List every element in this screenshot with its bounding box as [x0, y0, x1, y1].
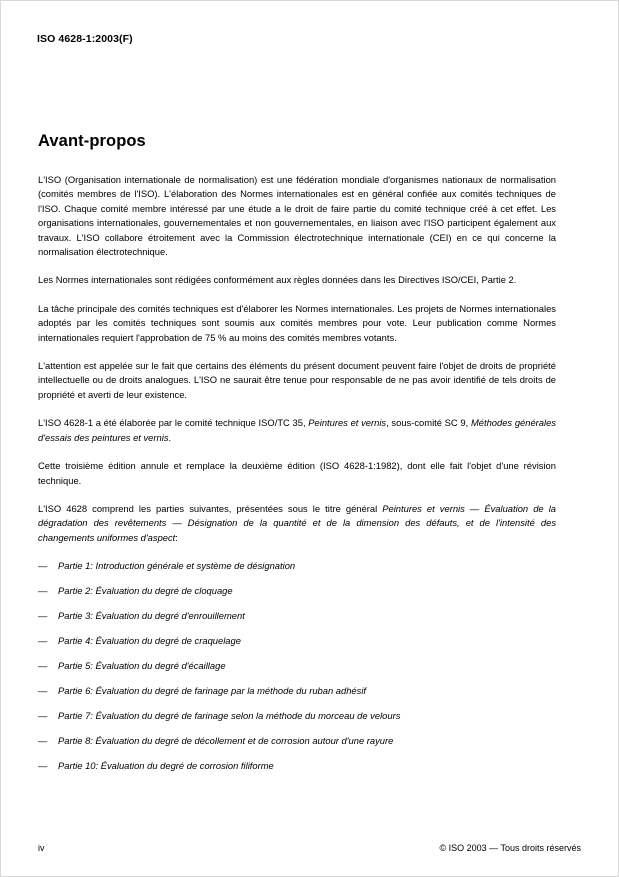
page-title: Avant-propos	[38, 132, 146, 150]
list-item-label: Partie 7: Évaluation du degré de farinage selon la méthode du morceau de velours	[58, 710, 401, 722]
paragraph-text-part-b: , sous-comité SC 9,	[386, 417, 471, 429]
paragraph-text: Cette troisième édition annule et remplace la deuxième édition (ISO 4628-1:1982), dont elle fait l'objet d'une révision technique.	[38, 460, 556, 486]
paragraph-technical-committee	[38, 416, 556, 445]
page-number: iv	[38, 843, 45, 853]
list-item	[38, 734, 556, 748]
standard-reference: ISO 4628-1:2003(F)	[37, 33, 133, 45]
paragraph-text-part-c: .	[168, 431, 172, 443]
italic-title-methodes-generales: Méthodes générales d'essais des peintures et vernis	[38, 417, 556, 443]
paragraph-text-part-a: L'ISO 4628 comprend les parties suivantes, présentées sous le titre général	[38, 502, 383, 514]
parts-list	[38, 559, 556, 773]
list-item-label: Partie 1: Introduction générale et système de désignation	[58, 560, 296, 572]
paragraph-text-part-a: L'ISO 4628-1 a été élaborée par le comité technique ISO/TC 35,	[38, 417, 309, 429]
em-dash-bullet-icon: —	[38, 710, 48, 722]
list-item-label: Partie 8: Évaluation du degré de décollement et de corrosion autour d'une rayure	[58, 735, 394, 747]
paragraph-text-part-b: :	[175, 531, 178, 543]
list-item-label: Partie 2: Évaluation du degré de cloquage	[58, 585, 233, 597]
paragraph-directives	[38, 273, 556, 287]
em-dash-bullet-icon: —	[38, 685, 48, 697]
list-item	[38, 684, 556, 698]
paragraph-text: L'attention est appelée sur le fait que certains des éléments du présent document peuvent faire l'objet de droits de propriété intellectuelle ou de droits analogues. L'ISO ne saurait être tenue pour responsable de ne pas avoir identifié de tels droits de propriété et averti de leur existence.	[38, 360, 556, 400]
paragraph-edition-notice	[38, 459, 556, 488]
em-dash-bullet-icon: —	[38, 610, 48, 622]
em-dash-bullet-icon: —	[38, 735, 48, 747]
list-item-label: Partie 5: Évaluation du degré d'écaillage	[58, 660, 226, 672]
italic-title-peintures-et-vernis: Peintures et vernis	[308, 417, 387, 429]
paragraph-text: La tâche principale des comités techniques est d'élaborer les Normes internationales. Les projets de Normes internationales adoptés par les comités techniques sont soumis aux comités membres pour vote. Leur publication comme Normes internationales requiert l'approbation de 75 % au moins des comités membres votants.	[38, 302, 556, 343]
paragraph-text: L'ISO (Organisation internationale de normalisation) est une fédération mondiale d'organismes nationaux de normalisation (comités membres de l'ISO). L'élaboration des Normes internationales est en général confiée aux comités techniques de l'ISO. Chaque comité membre intéressé par une étude a le droit de faire partie du comité technique créé à cet effet. Les organisations internationales, gouvernementales et non gouvernementales, en liaison avec l'ISO participent également aux travaux. L'ISO collabore étroitement avec la Commission électrotechnique internationale (CEI) en ce qui concerne la normalisation électrotechnique.	[38, 174, 556, 258]
page-footer	[38, 843, 581, 853]
page-header	[37, 33, 582, 45]
list-item-label: Partie 10: Évaluation du degré de corrosion filiforme	[58, 760, 274, 772]
list-item-label: Partie 4: Évaluation du degré de craquelage	[58, 635, 241, 647]
paragraph-parts-intro	[38, 502, 556, 545]
paragraph-committee-task	[38, 302, 556, 345]
page-content	[38, 132, 556, 784]
list-item	[38, 584, 556, 598]
list-item	[38, 709, 556, 723]
em-dash-bullet-icon: —	[38, 760, 48, 772]
italic-general-title: Peintures et vernis — Évaluation de la dégradation des revêtements — Désignation de la quantité et de la dimension des défauts, et de l'intensité des changements uniformes d'aspect	[38, 502, 556, 543]
list-item-label: Partie 6: Évaluation du degré de farinage par la méthode du ruban adhésif	[58, 685, 367, 697]
em-dash-bullet-icon: —	[38, 560, 48, 572]
em-dash-bullet-icon: —	[38, 585, 48, 597]
copyright-notice: © ISO 2003 — Tous droits réservés	[439, 843, 581, 853]
list-item	[38, 634, 556, 648]
paragraph-iso-description	[38, 173, 556, 259]
em-dash-bullet-icon: —	[38, 635, 48, 647]
list-item	[38, 759, 556, 773]
list-item	[38, 659, 556, 673]
paragraph-patent-notice	[38, 359, 556, 402]
paragraph-text: Les Normes internationales sont rédigées conformément aux règles données dans les Directives ISO/CEI, Partie 2.	[38, 274, 517, 286]
em-dash-bullet-icon: —	[38, 660, 48, 672]
list-item-label: Partie 3: Évaluation du degré d'enrouillement	[58, 610, 245, 622]
list-item	[38, 559, 556, 573]
list-item	[38, 609, 556, 623]
